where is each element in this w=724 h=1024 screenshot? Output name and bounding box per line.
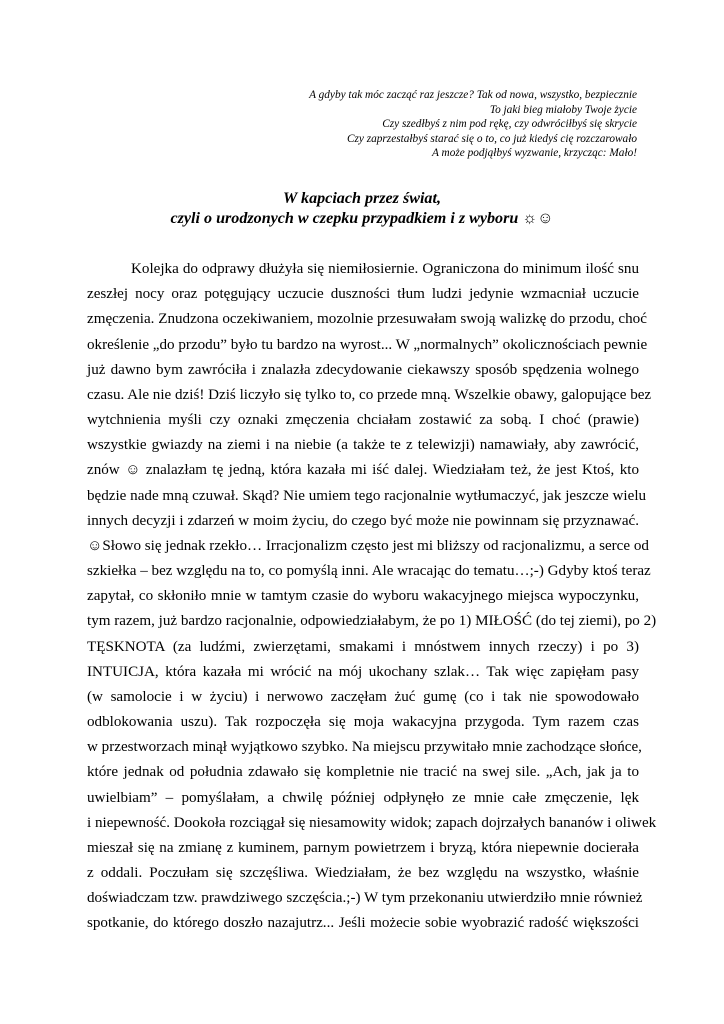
- body-line: będzie nade mną czuwał. Skąd? Nie umiem tego racjonalnie wytłumaczyć, jak jeszcze wielu: [87, 487, 647, 504]
- body-line: zeszłej nocy oraz potęgujący uczucie duszności tłum ludzi jedynie wzmacniał uczucie: [87, 286, 639, 303]
- body-line: mieszał się na zmianę z kuminem, parnym powietrzem i bryzą, która niepewnie docierała: [87, 839, 639, 856]
- body-line: ☺Słowo się jednak rzekło… Irracjonalizm często jest mi bliższy od racjonalizmu, a serce od: [87, 537, 649, 554]
- body-line: w przestworzach minął wyjątkowo szybko. Na miejscu przywitało mnie zachodzące słońce,: [87, 739, 642, 756]
- article-title: [86, 189, 638, 229]
- body-line: innych decyzji i zdarzeń w moim życiu, do czego być może nie powinnam się przyznawać.: [87, 512, 639, 529]
- body-line: wszystkie gwiazdy na ziemi i na niebie (a także te z telewizji) namawiały, aby zawrócić,: [87, 437, 639, 454]
- body-line: zmęczenia. Znudzona oczekiwaniem, mozolnie przesuwałam swoją walizkę do przodu, choć: [87, 311, 647, 328]
- title-line-subtitle: czyli o urodzonych w czepku przypadkiem i z wyboru ☼☺: [170, 210, 554, 227]
- body-line: spotkanie, do którego doszło nazajutrz... Jeśli możecie sobie wyobrazić radość większości: [87, 915, 639, 932]
- body-line: i niepewność. Dookoła rozciągał się niesamowity widok; zapach dojrzałych bananów i oliwek: [87, 814, 657, 831]
- epigraph-line: To jaki bieg miałoby Twoje życie: [489, 103, 637, 116]
- body-line: znów ☺ znalazłam tę jedną, która kazała mi iść dalej. Wiedziałam też, że jest Ktoś, kto: [87, 462, 639, 479]
- body-line: wytchnienia myśli czy oznaki zmęczenia chciałam zostawić za sobą. I choć (prawie): [87, 412, 639, 429]
- body-line: zapytał, co skłoniło mnie w tamtym czasie do wyboru wakacyjnego miejsca wypoczynku,: [87, 588, 639, 605]
- body-line: czasu. Ale nie dziś! Dziś liczyło się tylko to, co przede mną. Wszelkie obawy, galopujące bez: [87, 386, 652, 403]
- body-line: określenie „do przodu” było tu bardzo na wyrost... W „normalnych” okolicznościach pewnie: [87, 336, 648, 353]
- body-line: odblokowania uszu). Tak rozpoczęła się moja wakacyjna przygoda. Tym razem czas: [87, 714, 639, 731]
- body-line: TĘSKNOTA (za ludźmi, zwierzętami, smakami i mnóstwem innych rzeczy) i po 3): [87, 638, 639, 655]
- epigraph-line: Czy szedłbyś z nim pod rękę, czy odwróciłbyś się skrycie: [382, 118, 637, 131]
- body-line: (w samolocie i w życiu) i nerwowo zaczęłam żuć gumę (co i tak nie spowodowało: [87, 688, 639, 705]
- epigraph-line: Czy zaprzestałbyś starać się o to, co już kiedyś cię rozczarowało: [346, 132, 637, 145]
- body-line: tym razem, już bardzo racjonalnie, odpowiedziałabym, że po 1) MIŁOŚĆ (do tej ziemi), po 2): [87, 613, 657, 630]
- epigraph-line: A może podjąłbyś wyzwanie, krzycząc: Mało!: [432, 147, 637, 160]
- epigraph-poem: [117, 88, 637, 161]
- body-line: już dawno bym zawróciła i znalazła zdecydowanie ciekawszy sposób spędzenia wolnego: [87, 361, 639, 378]
- title-line-main: W kapciach przez świat,: [283, 190, 441, 207]
- body-line: Kolejka do odprawy dłużyła się niemiłosiernie. Ograniczona do minimum ilość snu: [131, 261, 639, 277]
- body-line: doświadczam tzw. prawdziwego szczęścia.;-) W tym przekonaniu utwierdziło mnie również: [87, 890, 643, 907]
- body-line: z oddali. Poczułam się szczęśliwa. Wiedziałam, że bez względu na wszystko, właśnie: [87, 865, 639, 882]
- body-line: szkiełka – bez względu na to, co pomyślą inni. Ale wracając do tematu…;-) Gdyby ktoś teraz: [87, 563, 651, 580]
- body-line: które jednak od południa zdawało się kompletnie nie tracić na swej sile. „Ach, jak ja to: [87, 764, 639, 781]
- body-paragraph: [87, 257, 657, 937]
- body-line: uwielbiam” – pomyślałam, a chwilę później odpłynęło ze mnie całe zmęczenie, lęk: [87, 789, 639, 806]
- epigraph-line: A gdyby tak móc zacząć raz jeszcze? Tak od nowa, wszystko, bezpiecznie: [309, 89, 637, 101]
- body-line: INTUICJA, która kazała mi wrócić na mój ukochany szlak… Tak więc zapięłam pasy: [87, 663, 639, 680]
